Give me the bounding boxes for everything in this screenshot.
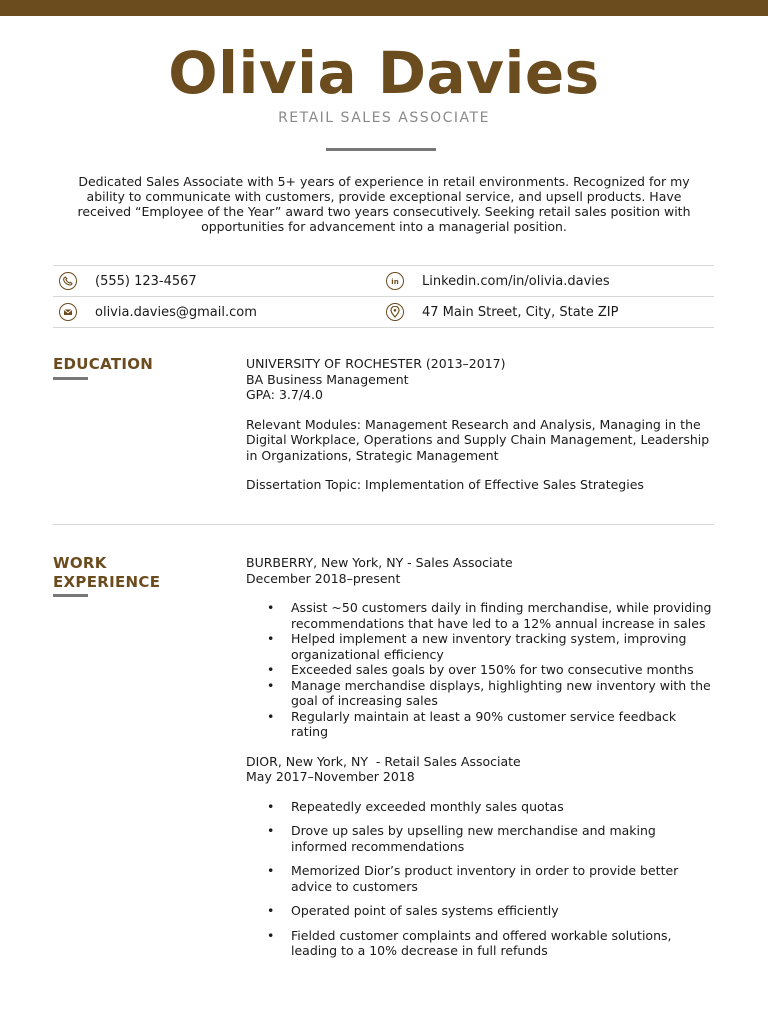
title-divider — [326, 148, 436, 151]
contact-phone — [53, 266, 383, 296]
job-title: RETAIL SALES ASSOCIATE — [278, 110, 490, 126]
list-item: • Exceeded sales goals by over 150% for two consecutive months — [246, 662, 714, 678]
education-heading-rule — [53, 377, 88, 380]
school-name: UNIVERSITY OF ROCHESTER (2013–2017) — [246, 356, 506, 371]
phone-icon — [59, 272, 77, 290]
section-divider — [53, 524, 714, 525]
education-details — [246, 356, 714, 493]
location-pin-icon — [386, 303, 404, 321]
linkedin-url[interactable]: Linkedin.com/in/olivia.davies — [422, 273, 610, 289]
job-bullets — [246, 799, 714, 959]
email-address[interactable]: olivia.davies@gmail.com — [95, 304, 257, 320]
job-dates: December 2018–present — [246, 570, 401, 586]
work-heading-rule — [53, 594, 88, 597]
job-dates: May 2017–November 2018 — [246, 769, 415, 784]
candidate-name: Olivia Davies — [168, 39, 600, 107]
work-details — [246, 555, 714, 968]
contact-email — [53, 297, 383, 327]
gpa: GPA: 3.7/4.0 — [246, 387, 323, 402]
email-icon — [59, 303, 77, 321]
degree: BA Business Management — [246, 371, 409, 387]
linkedin-icon — [386, 272, 404, 290]
top-accent-bar — [0, 0, 768, 16]
dissertation-topic: Dissertation Topic: Implementation of Effective Sales Strategies — [246, 477, 644, 492]
phone-number[interactable]: (555) 123-4567 — [95, 273, 197, 289]
list-item: • Drove up sales by upselling new merchandise and making informed recommendations — [246, 823, 714, 854]
contact-address — [383, 297, 713, 327]
list-item: • Manage merchandise displays, highlighting new inventory with the goal of increasing sales — [246, 678, 714, 709]
list-item: • Assist ~50 customers daily in finding merchandise, while providing recommendations that have led to a 12% annual increase in sales — [246, 600, 714, 631]
relevant-modules: Relevant Modules: Management Research and Analysis, Managing in the Digital Workplace, Operations and Supply Chain Management, Leadership in Organizations, Strategic Management — [246, 416, 710, 463]
list-item: • Regularly maintain at least a 90% customer service feedback rating — [246, 709, 714, 740]
list-item: • Helped implement a new inventory tracking system, improving organizational efficiency — [246, 631, 714, 662]
contact-linkedin — [383, 266, 713, 296]
job-bullets — [246, 600, 714, 740]
work-heading-line1: WORK — [53, 554, 107, 572]
contact-info — [53, 265, 714, 328]
job-title-employer: BURBERRY, New York, NY - Sales Associate — [246, 555, 513, 570]
street-address: 47 Main Street, City, State ZIP — [422, 304, 619, 320]
education-heading: EDUCATION — [53, 355, 154, 373]
list-item: • Repeatedly exceeded monthly sales quotas — [246, 799, 714, 815]
work-heading-line2: EXPERIENCE — [53, 573, 161, 591]
svg-text:in: in — [391, 278, 399, 286]
list-item: • Memorized Dior’s product inventory in order to provide better advice to customers — [246, 863, 714, 894]
professional-summary: Dedicated Sales Associate with 5+ years of experience in retail environments. Recognized for my ability to communicate with customers, provide exceptional service, and upsell products. Have received “Employee of the Year” award two years consecutively. Seeking retail sales position with opportunities for advancement into a managerial position. — [77, 174, 691, 234]
job-entry — [246, 555, 714, 740]
list-item: • Operated point of sales systems efficiently — [246, 903, 714, 919]
list-item: • Fielded customer complaints and offered workable solutions, leading to a 10% decrease in full refunds — [246, 928, 714, 959]
job-entry — [246, 754, 714, 959]
work-experience-heading — [53, 554, 160, 592]
job-title-employer: DIOR, New York, NY - Retail Sales Associate — [246, 753, 521, 769]
